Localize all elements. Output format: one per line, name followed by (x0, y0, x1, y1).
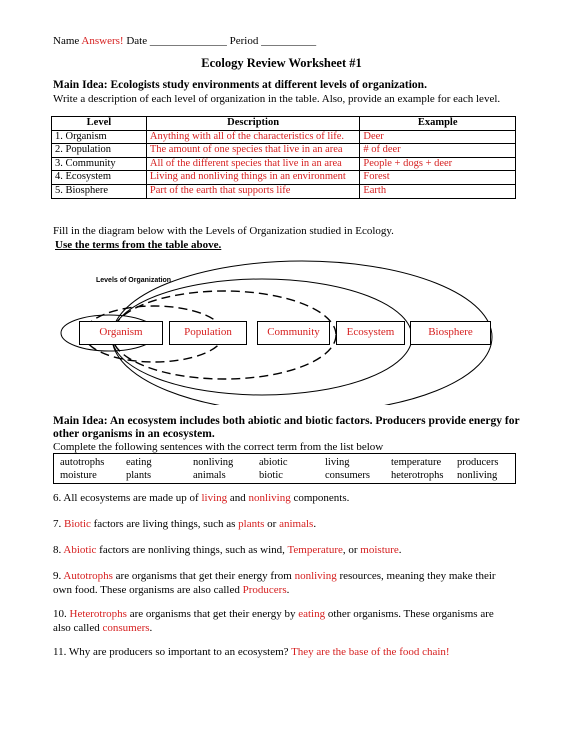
date-label: Date (126, 35, 148, 47)
diagram-box-biosphere[interactable]: Biosphere (410, 321, 491, 345)
name-value[interactable]: Answers! (81, 35, 124, 47)
word-bank-term: abiotic (259, 457, 288, 468)
header-example: Example (360, 117, 516, 131)
level-cell: 1. Organism (52, 130, 147, 144)
answer[interactable]: moisture (360, 544, 399, 556)
table-instructions: Write a description of each level of organization in the table. Also, provide an example for each level. (53, 93, 501, 105)
description-cell[interactable]: All of the different species that live in an area (146, 157, 360, 171)
word-bank-term: plants (126, 470, 152, 481)
table-header-row (52, 117, 516, 131)
page-title: Ecology Review Worksheet #1 (201, 56, 362, 70)
description-cell[interactable]: Anything with all of the characteristics of life. (146, 130, 360, 144)
date-blank[interactable]: ______________ (149, 35, 227, 47)
period-label: Period (229, 35, 259, 47)
answer[interactable]: nonliving (248, 492, 291, 504)
word-bank-term: nonliving (193, 457, 234, 468)
word-bank-term: living (325, 457, 350, 468)
answer[interactable]: Biotic (64, 518, 91, 530)
levels-diagram (54, 255, 514, 405)
description-cell[interactable]: Part of the earth that supports life (146, 184, 360, 198)
word-bank-term: heterotrophs (391, 470, 444, 481)
example-cell[interactable]: Deer (360, 130, 516, 144)
main-idea-2-line2: other organisms in an ecosystem. (53, 428, 215, 440)
word-bank-term: moisture (60, 470, 97, 481)
table-row (52, 184, 516, 198)
level-cell: 3. Community (52, 157, 147, 171)
word-bank-term: autotrophs (60, 457, 105, 468)
example-cell[interactable]: Forest (360, 171, 516, 185)
question-6: 6. All ecosystems are made up of living and nonliving components. (53, 492, 350, 504)
word-bank (53, 453, 516, 484)
example-cell[interactable]: People + dogs + deer (360, 157, 516, 171)
main-idea-2 (53, 415, 520, 441)
diagram-box-organism[interactable]: Organism (79, 321, 163, 345)
diagram-box-population[interactable]: Population (169, 321, 247, 345)
main-idea-2-line1: Main Idea: An ecosystem includes both abiotic and biotic factors. Producers provide energy for (53, 415, 520, 427)
answer[interactable]: Abiotic (63, 544, 97, 556)
levels-table (51, 116, 516, 199)
table-row (52, 130, 516, 144)
diagram-title: Levels of Organization (96, 277, 172, 284)
answer[interactable]: Temperature (287, 544, 343, 556)
answer[interactable]: Heterotrophs (69, 608, 127, 620)
word-bank-term: biotic (259, 470, 283, 481)
answer[interactable]: Producers (242, 584, 287, 596)
word-bank-term: animals (193, 470, 226, 481)
period-blank[interactable]: __________ (261, 35, 317, 47)
diagram-box-community[interactable]: Community (257, 321, 330, 345)
table-row (52, 157, 516, 171)
word-bank-term: eating (126, 457, 152, 468)
answer[interactable]: plants (238, 518, 265, 530)
example-cell[interactable]: Earth (360, 184, 516, 198)
header-description: Description (146, 117, 360, 131)
word-bank-term: nonliving (457, 470, 498, 481)
question-11: 11. Why are producers so important to an ecosystem? They are the base of the food chain! (53, 646, 450, 658)
description-cell[interactable]: The amount of one species that live in an area (146, 144, 360, 158)
diagram-instructions: Fill in the diagram below with the Levels of Organization studied in Ecology. (53, 225, 394, 237)
name-label: Name (53, 35, 80, 47)
answer[interactable]: They are the base of the food chain! (291, 646, 450, 658)
table-row (52, 144, 516, 158)
level-cell: 2. Population (52, 144, 147, 158)
answer[interactable]: nonliving (294, 570, 337, 582)
question-9: 9. Autotrophs are organisms that get their energy from nonliving resources, meaning they make their own food. These organisms are also called Producers. (53, 570, 496, 596)
header-line (53, 35, 316, 48)
answer[interactable]: eating (298, 608, 326, 620)
diagram-box-ecosystem[interactable]: Ecosystem (336, 321, 405, 345)
answer[interactable]: Autotrophs (63, 570, 113, 582)
example-cell[interactable]: # of deer (360, 144, 516, 158)
header-level: Level (52, 117, 147, 131)
question-8: 8. Abiotic factors are nonliving things, such as wind, Temperature, or moisture. (53, 544, 402, 556)
answer[interactable]: animals (279, 518, 314, 530)
description-cell[interactable]: Living and nonliving things in an environment (146, 171, 360, 185)
answer[interactable]: consumers (102, 622, 150, 634)
table-row (52, 171, 516, 185)
level-cell: 4. Ecosystem (52, 171, 147, 185)
word-bank-term: producers (457, 457, 499, 468)
question-7: 7. Biotic factors are living things, such as plants or animals. (53, 518, 317, 530)
main-idea-1: Main Idea: Ecologists study environments at different levels of organization. (53, 79, 427, 91)
sentence-instructions: Complete the following sentences with the correct term from the list below (53, 441, 384, 453)
use-terms-note: Use the terms from the table above. (55, 239, 222, 251)
question-10: 10. Heterotrophs are organisms that get their energy by eating other organisms. These organisms are also called consumers. (53, 608, 494, 634)
answer[interactable]: living (201, 492, 228, 504)
word-bank-term: consumers (325, 470, 370, 481)
level-cell: 5. Biosphere (52, 184, 147, 198)
word-bank-term: temperature (391, 457, 442, 468)
